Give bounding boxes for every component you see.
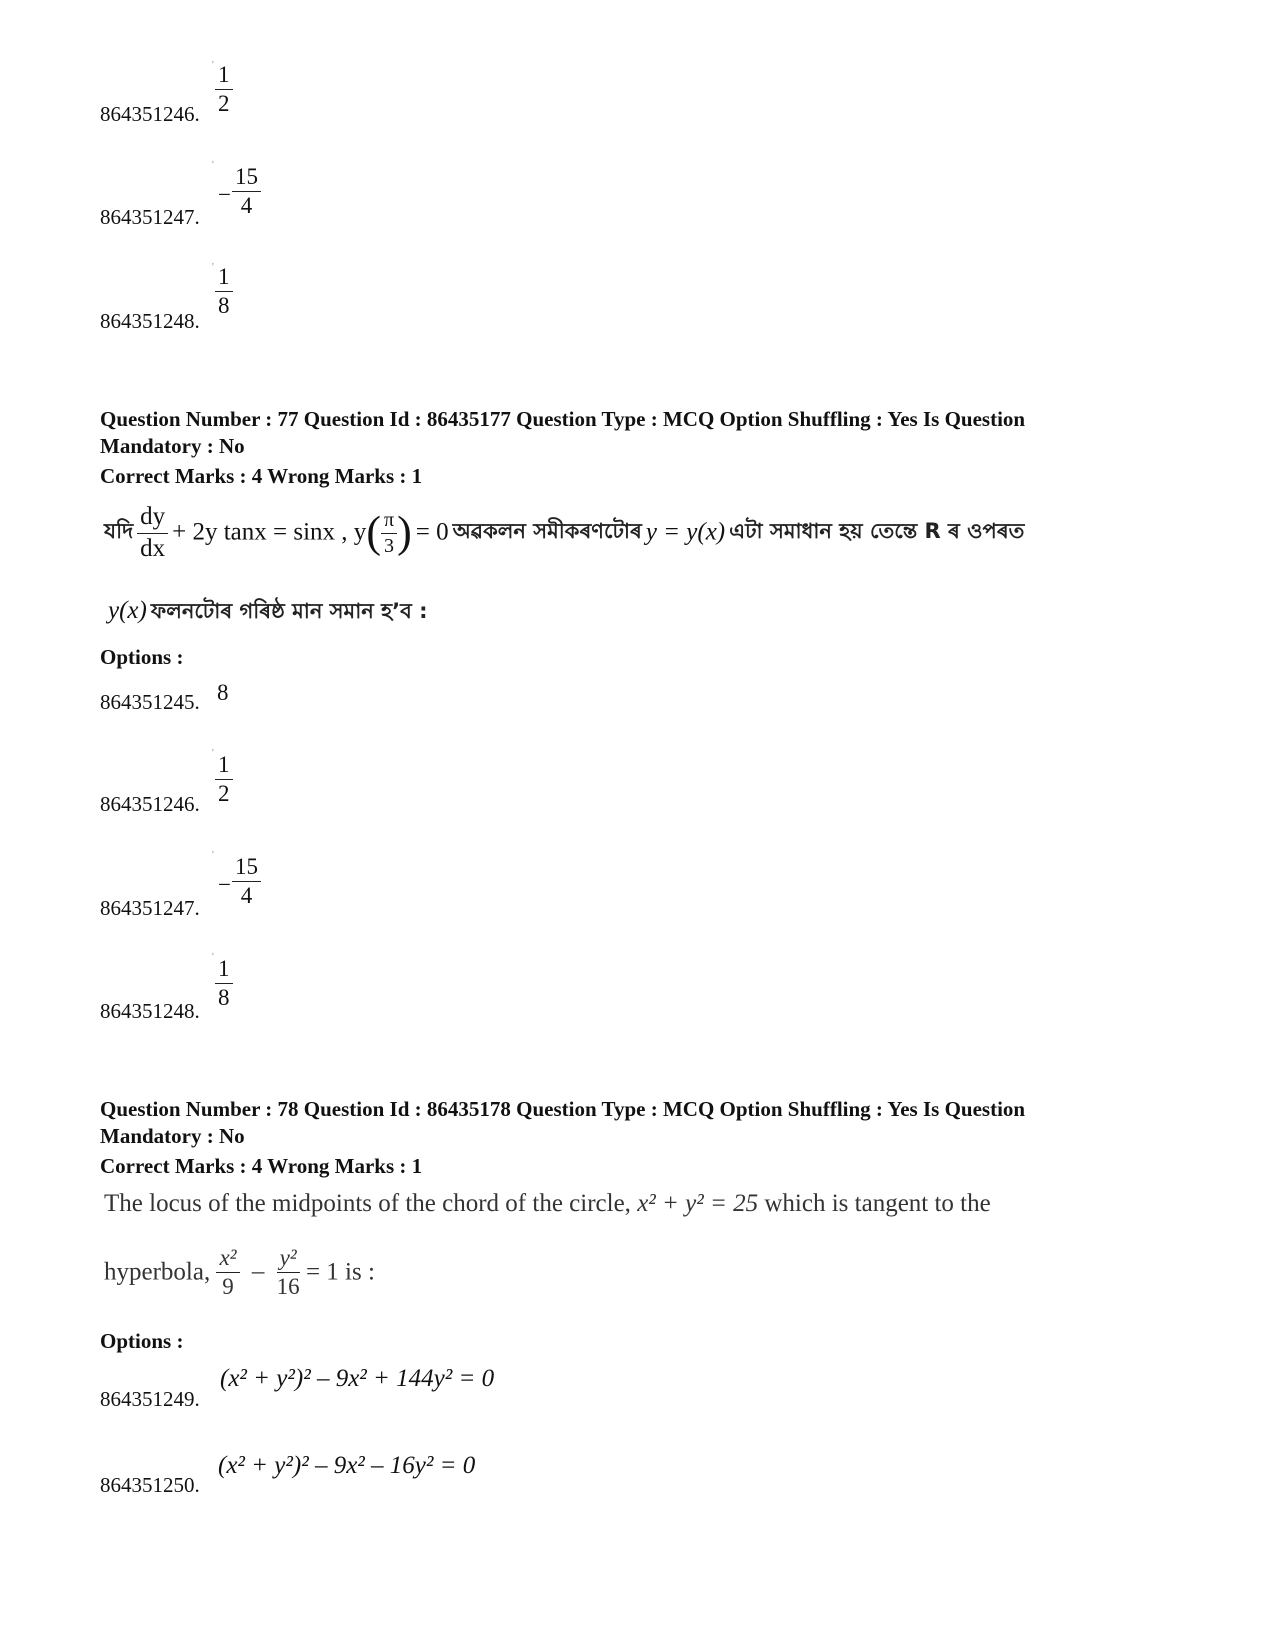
option-id: 864351248. [100,309,200,333]
q78-option-1: (x² + y²)² – 9x² + 144y² = 0 864351249. [100,1365,495,1411]
option-id: 864351246. [100,792,200,816]
question-77-options-label: Options : [100,645,184,669]
q78-option-2: (x² + y²)² – 9x² – 16y² = 0 864351250. [100,1452,476,1497]
question-78-header: Question Number : 78 Question Id : 86435178 Question Type : MCQ Option Shuffling : Yes Is Question Mandatory : No [100,1097,1026,1148]
dy-dx-fraction: $\frac{dy}{dx}$ [137,503,168,562]
option-id: 864351248. [100,999,200,1023]
option-id: 864351247. [100,205,200,229]
q77-option-1: 8 864351245. [100,680,229,714]
fraction: 15 4 [232,164,261,219]
fraction: 1 8 [215,264,233,319]
q77-option-3: ' − 15 4 864351247. [0,850,400,925]
question-77-text-line2: y(x) ফলনটোৰ গৰিষ্ঠ মান সমান হ’ব : [108,597,428,624]
question-78-options-label: Options : [100,1329,184,1353]
question-78-text-line2: hyperbola, $\frac{\text{x²}}{9}$ – $\frac{\text{y²}}{16}$ = 1 is : [104,1245,375,1300]
option-id: 864351246. [100,102,200,126]
fraction: 1 2 [215,62,233,117]
q77-option-4: ' 1 8 864351248. [0,952,400,1027]
fraction: 1 8 [215,956,233,1011]
option-id: 864351247. [100,896,200,920]
y2-over-16-fraction: $\frac{\text{y²}}{16}$ [276,1245,300,1300]
question-77-text-line1: যদি $\frac{dy}{dx}$ + 2y tanx = sinx , y( $\frac{\pi}{3}$ ) = 0 অৱকলন সমীকৰণটোৰ y = y(x) এটা সমাধান হয় তেন্তে R ৰ ওপৰত [104,503,1025,562]
question-78-text-line1: The locus of the midpoints of the chord of the circle, x² + y² = 25 which is tangent to the [104,1190,991,1217]
question-77-marks: Correct Marks : 4 Wrong Marks : 1 [100,464,423,488]
q77-option-2: ' 1 2 864351246. [0,748,400,823]
top-option-3: ' 1 8 864351248. [0,262,400,337]
top-option-2: ' − 15 4 864351247. [0,160,400,235]
fraction: 1 2 [215,752,233,807]
pi-over-3-fraction: $\frac{\pi}{3}$ [381,509,397,557]
question-77-header: Question Number : 77 Question Id : 86435177 Question Type : MCQ Option Shuffling : Yes Is Question Mandatory : No [100,407,1026,458]
option-id: 864351245. [100,690,200,714]
x2-over-9-fraction: $\frac{\text{x²}}{9}$ [216,1245,239,1300]
option-id: 864351250. [100,1473,200,1497]
fraction: 15 4 [232,854,261,909]
top-option-1: ' 1 2 864351246. [0,60,400,130]
option-id: 864351249. [100,1387,200,1411]
question-78-marks: Correct Marks : 4 Wrong Marks : 1 [100,1154,423,1178]
